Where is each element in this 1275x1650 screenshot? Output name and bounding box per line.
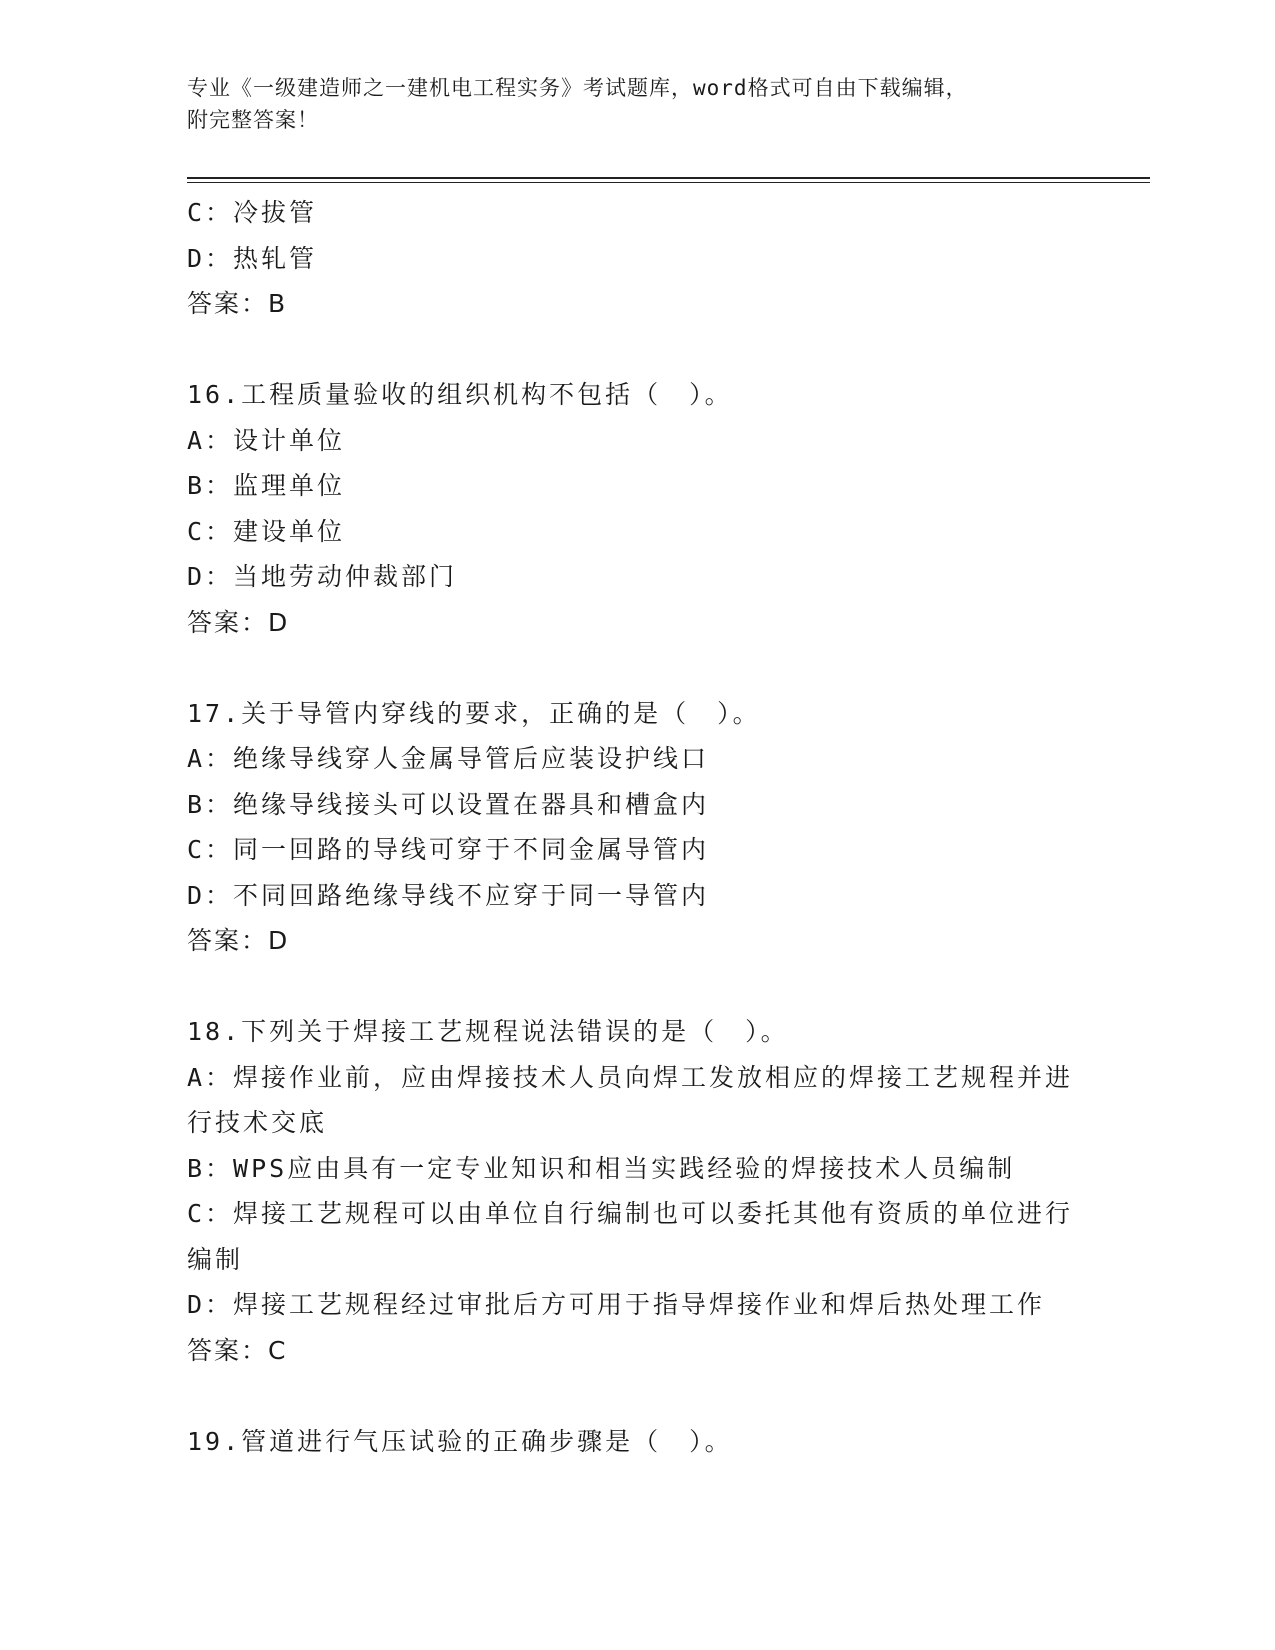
option-d: D：焊接工艺规程经过审批后方可用于指导焊接作业和焊后热处理工作 <box>187 1290 1046 1319</box>
option-b: B：WPS应由具有一定专业知识和相当实践经验的焊接技术人员编制 <box>187 1153 1016 1183</box>
option-b: B：绝缘导线接头可以设置在器具和槽盒内 <box>187 789 710 819</box>
option-c: C：焊接工艺规程可以由单位自行编制也可以委托其他有资质的单位进行编制 <box>187 1199 1074 1274</box>
question-17 <box>187 691 1087 964</box>
option-c: C：建设单位 <box>187 516 346 546</box>
answer: 答案：C <box>187 1335 288 1365</box>
spacer <box>187 964 1087 1010</box>
question-content <box>187 190 1087 1464</box>
spacer <box>187 327 1087 373</box>
option-d: D：当地劳动仲裁部门 <box>187 562 458 591</box>
question-stem: 18.下列关于焊接工艺规程说法错误的是（ ）。 <box>187 1017 789 1046</box>
option-d: D：热轧管 <box>187 243 318 273</box>
option-c: C：同一回路的导线可穿于不同金属导管内 <box>187 835 710 864</box>
question-stem: 17.关于导管内穿线的要求，正确的是（ ）。 <box>187 698 761 728</box>
spacer <box>187 645 1087 691</box>
question-19 <box>187 1419 1087 1465</box>
question-stem: 19.管道进行气压试验的正确步骤是（ ）。 <box>187 1426 733 1456</box>
answer: 答案：B <box>187 289 288 318</box>
option-b: B：监理单位 <box>187 471 346 500</box>
header-divider-thick <box>187 177 1150 179</box>
spacer <box>187 1373 1087 1419</box>
option-a: A：设计单位 <box>187 425 346 455</box>
option-a: A：焊接作业前，应由焊接技术人员向焊工发放相应的焊接工艺规程并进行技术交底 <box>187 1062 1074 1137</box>
option-c: C：冷拔管 <box>187 198 318 227</box>
question-18 <box>187 1009 1087 1373</box>
question-stem: 16.工程质量验收的组织机构不包括（ ）。 <box>187 380 733 409</box>
header-divider-thin <box>187 182 1150 183</box>
header-line-2: 附完整答案！ <box>187 108 319 132</box>
answer: 答案：D <box>187 607 290 637</box>
option-a: A：绝缘导线穿人金属导管后应装设护线口 <box>187 744 710 773</box>
answer: 答案：D <box>187 926 290 955</box>
option-d: D：不同回路绝缘导线不应穿于同一导管内 <box>187 880 710 910</box>
header-line-1: 专业《一级建造师之一建机电工程实务》考试题库，word格式可自由下载编辑， <box>187 76 968 100</box>
prev-question-block <box>187 190 1087 327</box>
question-16 <box>187 372 1087 645</box>
document-header <box>187 72 1067 136</box>
